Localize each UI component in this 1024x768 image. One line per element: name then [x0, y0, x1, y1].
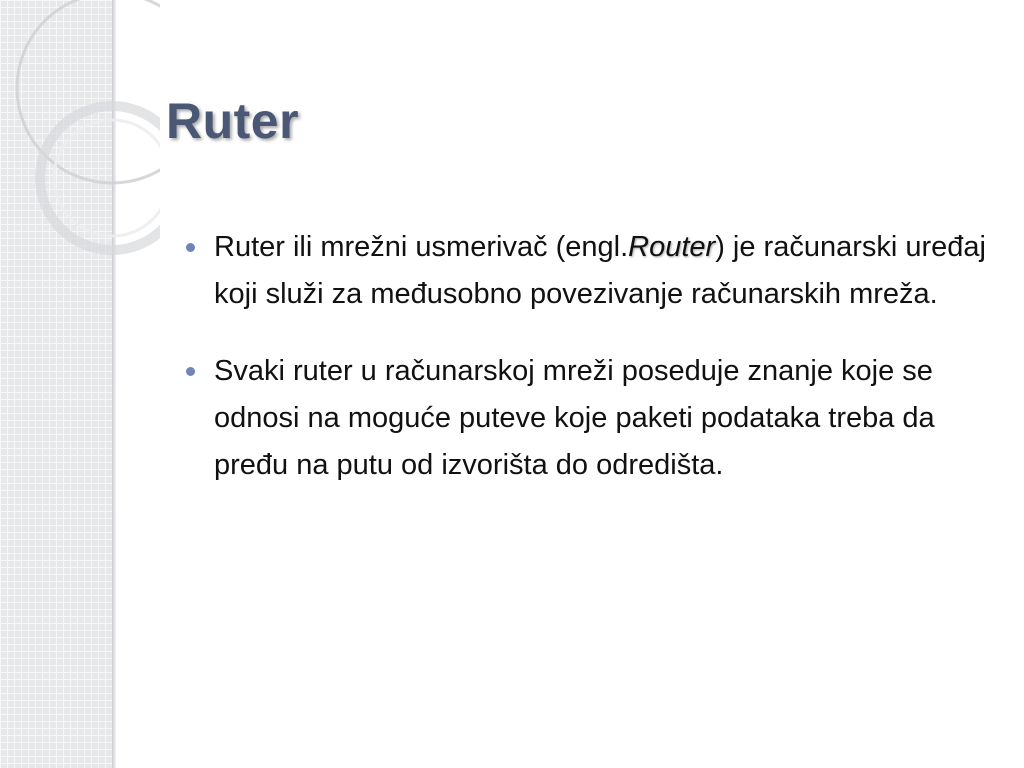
bullet-item	[186, 348, 986, 489]
bullet-dot-icon	[186, 243, 195, 252]
bullet-text-after: ) je računarski uređaj koji služi za međusobno povezivanje računarskih mreža.	[214, 231, 987, 310]
bullet-item	[186, 224, 986, 318]
bullet-dot-icon	[186, 367, 195, 376]
bullet-term: Router	[628, 231, 716, 263]
bullet-text: Svaki ruter u računarskoj mreži poseduje znanje koje se odnosi na moguće puteve koje paketi podataka treba da pređu na putu od izvorišta do odredišta.	[214, 355, 935, 481]
bullet-list	[186, 224, 986, 489]
decorative-rings-icon	[0, 0, 160, 260]
slide-title: Ruter	[166, 93, 300, 149]
bullet-text-before: Ruter ili mrežni usmerivač (engl.	[214, 231, 629, 263]
